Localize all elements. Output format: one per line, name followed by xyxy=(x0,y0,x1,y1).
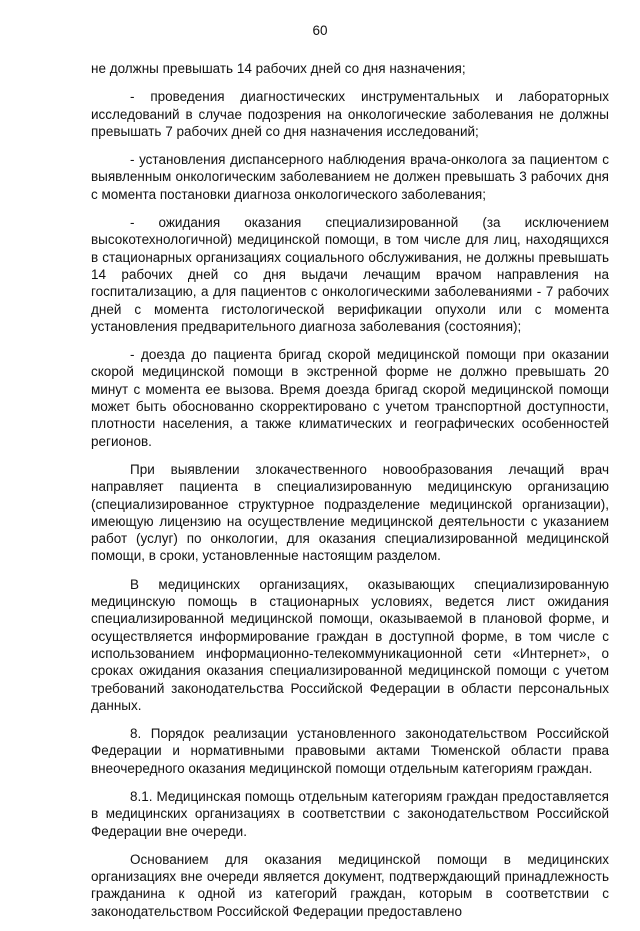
list-item-diagnostics: - проведения диагностических инструментальных и лабораторных исследований в случае подозрения на онкологические заболевания не должны превышать 7 рабочих дней со дня назначения исследований; xyxy=(91,89,609,139)
list-item-specialized-care-wait: - ожидания оказания специализированной (за исключением высокотехнологичной) медицинской помощи, в том числе для лиц, находящихся в стационарных организациях социального обслуживания, не должны превышать 14 рабочих дней со дня выдачи лечащим врачом направления на госпитализацию, а для пациентов с онкологическими заболеваниями - 7 рабочих дней с момента гистологической верификации опухоли или с момента установления предварительного диагноза заболевания (состояния); xyxy=(91,215,609,334)
paragraph-waiting-list: В медицинских организациях, оказывающих специализированную медицинскую помощь в стационарных условиях, ведется лист ожидания специализированной медицинской помощи, оказываемой в плановой форме, и осуществляется информирование граждан в доступной форме, в том числе с использованием информационно-телекоммуникационной сети «Интернет», о сроках ожидания оказания специализированной медицинской помощи с учетом требований законодательства Российской Федерации в области персональных данных. xyxy=(91,576,609,713)
list-item-dispensary-observation: - установления диспансерного наблюдения врача-онколога за пациентом с выявленным онкологическим заболеванием не должен превышать 3 рабочих дня с момента постановки диагноза онкологического заболевания; xyxy=(91,152,609,202)
list-item-ambulance-arrival: - доезда до пациента бригад скорой медицинской помощи при оказании скорой медицинской помощи в экстренной форме не должно превышать 20 минут с момента ее вызова. Время доезда бригад скорой медицинской помощи может быть обоснованно скорректировано с учетом транспортной доступности, плотности населения, а также климатических и географических особенностей регионов. xyxy=(91,347,609,449)
paragraph-basis: Основанием для оказания медицинской помощи в медицинских организациях вне очереди является документ, подтверждающий принадлежность гражданина к одной из категорий граждан, которым в соответствии с законодательством Российской Федерации предоставлено xyxy=(91,851,609,919)
document-body xyxy=(91,60,609,931)
section-heading-8: 8. Порядок реализации установленного законодательством Российской Федерации и нормативными правовыми актами Тюменской области права внеочередного оказания медицинской помощи отдельным категориям граждан. xyxy=(91,726,609,776)
paragraph-malignancy-referral: При выявлении злокачественного новообразования лечащий врач направляет пациента в специализированную медицинскую организацию (специализированное структурное подразделение медицинской организации), имеющую лицензию на осуществление медицинской деятельности с указанием работ (услуг) по онкологии, для оказания специализированной медицинской помощи, в сроки, установленные настоящим разделом. xyxy=(91,461,609,564)
paragraph-continuation: не должны превышать 14 рабочих дней со дня назначения; xyxy=(91,61,466,76)
paragraph-8-1: 8.1. Медицинская помощь отдельным категориям граждан предоставляется в медицинских организациях в соответствии с законодательством Российской Федерации вне очереди. xyxy=(91,788,609,839)
page-number: 60 xyxy=(312,23,328,38)
